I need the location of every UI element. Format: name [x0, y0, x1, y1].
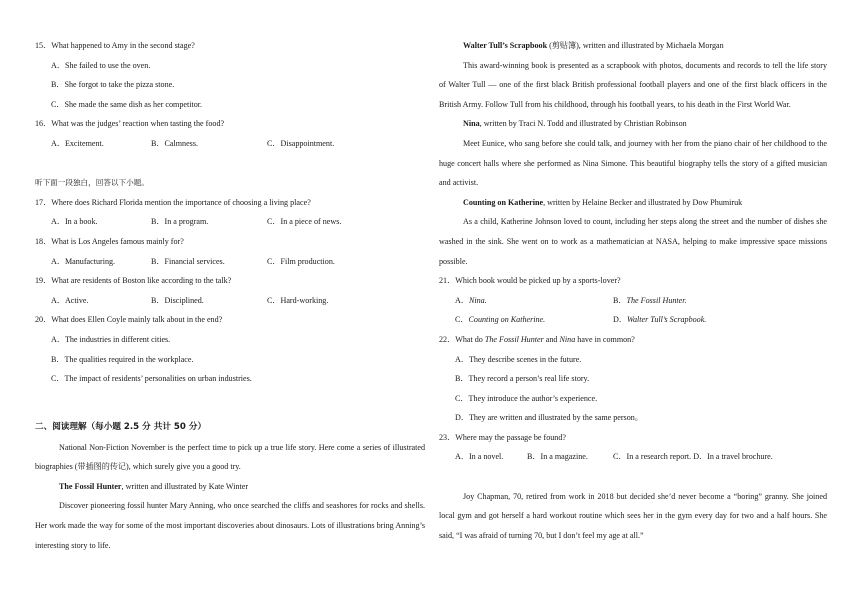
q22-stem-title1: The Fossil Hunter — [484, 334, 544, 344]
q16-options — [35, 134, 425, 154]
reading-intro — [35, 438, 425, 477]
book2-description: This award-winning book is presented as a scrapbook with photos, documents and records to tell the life story of Walter Tull — one of the first black British professional football players and one of the first black officers in the British Army. Follow Tull from his childhood, through his football years, to his death in the First World War. — [439, 60, 827, 109]
book1-credit: , written and illustrated by Kate Winter — [121, 481, 249, 491]
reading-intro-line1: National Non-Fiction November is the perfect time to pick up a true life story. Here come a series of — [59, 442, 391, 452]
book1-heading — [35, 477, 425, 497]
q22-option-c[interactable]: C．They introduce the author’s experience. — [455, 393, 598, 403]
question-17: 17．Where does Richard Florida mention the importance of choosing a living place? — [35, 197, 311, 207]
q21-option-c-text: Counting on Katherine. — [468, 315, 546, 325]
q22-option-b[interactable]: B．They record a person’s real life story. — [455, 374, 590, 384]
q21-options-cd — [439, 310, 827, 330]
q22-options-d — [439, 408, 827, 428]
reading-intro-line2: illustrated biographies (带插图的传记), which surely give you a good try. — [35, 442, 425, 472]
q17-options — [35, 212, 425, 232]
q23-options — [439, 447, 827, 467]
q22-option-d[interactable]: D．They are written and illustrated by the same person。 — [455, 413, 643, 423]
q21-option-d[interactable] — [613, 310, 706, 330]
q18-option-a[interactable]: A．Manufacturing. — [51, 256, 116, 266]
q15-options-a — [35, 56, 425, 76]
question-20: 20．What does Ellen Coyle mainly talk about in the end? — [35, 315, 223, 325]
question-18: 18．What is Los Angeles famous mainly for? — [35, 236, 184, 246]
q19-option-a[interactable]: A．Active. — [51, 295, 89, 305]
q17-option-c[interactable]: C．In a piece of news. — [267, 217, 342, 227]
right-column — [439, 36, 827, 545]
q21-option-c[interactable] — [455, 310, 545, 330]
q22-stem-mid: and — [543, 334, 560, 344]
q22-stem-pre: 22．What do — [439, 334, 485, 344]
q20-options-c — [35, 369, 425, 389]
q19-options — [35, 291, 425, 311]
q22-option-a[interactable]: A．They describe scenes in the future. — [455, 354, 582, 364]
book3-title: Nina — [463, 119, 480, 129]
book1-description: Discover pioneering fossil hunter Mary Anning, who once searched the cliffs and seashores for rocks and shells. Her work made the way for some of the most important discoveries about dinosaurs. Lots of illustrations bring Anning’s interesting story to life. — [35, 501, 425, 550]
book4-title: Counting on Katherine — [463, 197, 544, 207]
passage-2: Joy Chapman, 70, retired from work in 2018 but decided she’d never become a “boring” granny. She joined local gym and got herself a hard workout routine which sees her in the gym every day for two and a half hours. She said, “I was afraid of turning 70, but I don’t feel my age at all.” — [439, 491, 827, 540]
q18-option-b[interactable]: B．Financial services. — [151, 256, 225, 266]
q23-option-c-d[interactable]: C．In a research report. D．In a travel brochure. — [613, 452, 773, 462]
q20-option-a[interactable]: A．The industries in different cities. — [51, 334, 171, 344]
question-16: 16．What was the judges’ reaction when tasting the food? — [35, 119, 225, 129]
q22-options-b — [439, 369, 827, 389]
q16-option-c[interactable]: C．Disappointment. — [267, 138, 335, 148]
book4-credit: , written by Helaine Becker and illustrated by Dow Phumiruk — [543, 197, 743, 207]
q21-options-ab — [439, 291, 827, 311]
q16-option-a[interactable]: A．Excitement. — [51, 138, 104, 148]
q21-option-d-letter: D． — [613, 315, 627, 325]
left-column — [35, 36, 425, 555]
q17-option-a[interactable]: A．In a book. — [51, 217, 98, 227]
book3-heading — [439, 114, 827, 134]
q20-option-c[interactable]: C．The impact of residents’ personalities on urban industries. — [51, 374, 252, 384]
listening-instruction: 听下面一段独白，回答以下小题。 — [35, 178, 149, 188]
book2-heading — [439, 36, 827, 56]
q20-option-b[interactable]: B．The qualities required in the workplace. — [51, 354, 194, 364]
q21-option-b-text: The Fossil Hunter. — [626, 295, 687, 305]
q21-option-b[interactable] — [613, 291, 687, 311]
q19-option-b[interactable]: B．Disciplined. — [151, 295, 204, 305]
question-22 — [439, 330, 827, 350]
book1-title: The Fossil Hunter — [59, 481, 122, 491]
q15-option-a[interactable]: A．She failed to use the oven. — [51, 60, 151, 70]
book4-heading — [439, 193, 827, 213]
q18-option-c[interactable]: C．Film production. — [267, 256, 335, 266]
q21-option-b-letter: B． — [613, 295, 627, 305]
q16-option-b[interactable]: B．Calmness. — [151, 138, 198, 148]
question-21: 21．Which book would be picked up by a sports-lover? — [439, 276, 621, 286]
q21-option-a-letter: A． — [455, 295, 469, 305]
q22-stem-post: have in common? — [575, 334, 635, 344]
q22-stem-title2: Nina — [559, 334, 576, 344]
q17-option-b[interactable]: B．In a program. — [151, 217, 209, 227]
q20-options-b — [35, 350, 425, 370]
q23-option-a[interactable]: A．In a novel. — [455, 452, 504, 462]
book2-title: Walter Tull’s Scrapbook — [463, 41, 548, 50]
q15-option-b[interactable]: B．She forgot to take the pizza stone. — [51, 80, 175, 90]
q21-option-a[interactable] — [455, 291, 487, 311]
q19-option-c[interactable]: C．Hard-working. — [267, 295, 329, 305]
q22-options-c — [439, 389, 827, 409]
q21-option-d-text: Walter Tull’s Scrapbook. — [626, 315, 707, 325]
q22-options-a — [439, 350, 827, 370]
q20-options-a — [35, 330, 425, 350]
q15-option-c[interactable]: C．She made the same dish as her competitor. — [51, 99, 203, 109]
q21-option-c-letter: C． — [455, 315, 469, 325]
question-23: 23．Where may the passage be found? — [439, 432, 566, 442]
q15-options-b — [35, 75, 425, 95]
book2-credit: (剪贴簿), written and illustrated by Michaela Morgan — [547, 41, 724, 50]
q23-option-b[interactable]: B．In a magazine. — [527, 452, 588, 462]
question-19: 19．What are residents of Boston like according to the talk? — [35, 276, 232, 286]
q18-options — [35, 252, 425, 272]
question-15: 15．What happened to Amy in the second stage? — [35, 41, 195, 50]
q15-options-c — [35, 95, 425, 115]
reading-section-title: 二、阅读理解（每小题 2.5 分 共计 50 分） — [35, 422, 207, 433]
book3-description: Meet Eunice, who sang before she could talk, and journey with her from the piano chair of her childhood to the huge concert halls where she performed as Nina Simone. This beautiful biography tells the story of a gifted musician and activist. — [439, 138, 827, 188]
book4-description: As a child, Katherine Johnson loved to count, including her steps along the street and the number of dishes she washed in the sink. She went on to work as a mathematician at NASA, helping to make impressive space missions possible. — [439, 217, 827, 266]
q21-option-a-text: Nina. — [468, 295, 487, 305]
book3-credit: , written by Traci N. Todd and illustrated by Christian Robinson — [479, 119, 687, 129]
